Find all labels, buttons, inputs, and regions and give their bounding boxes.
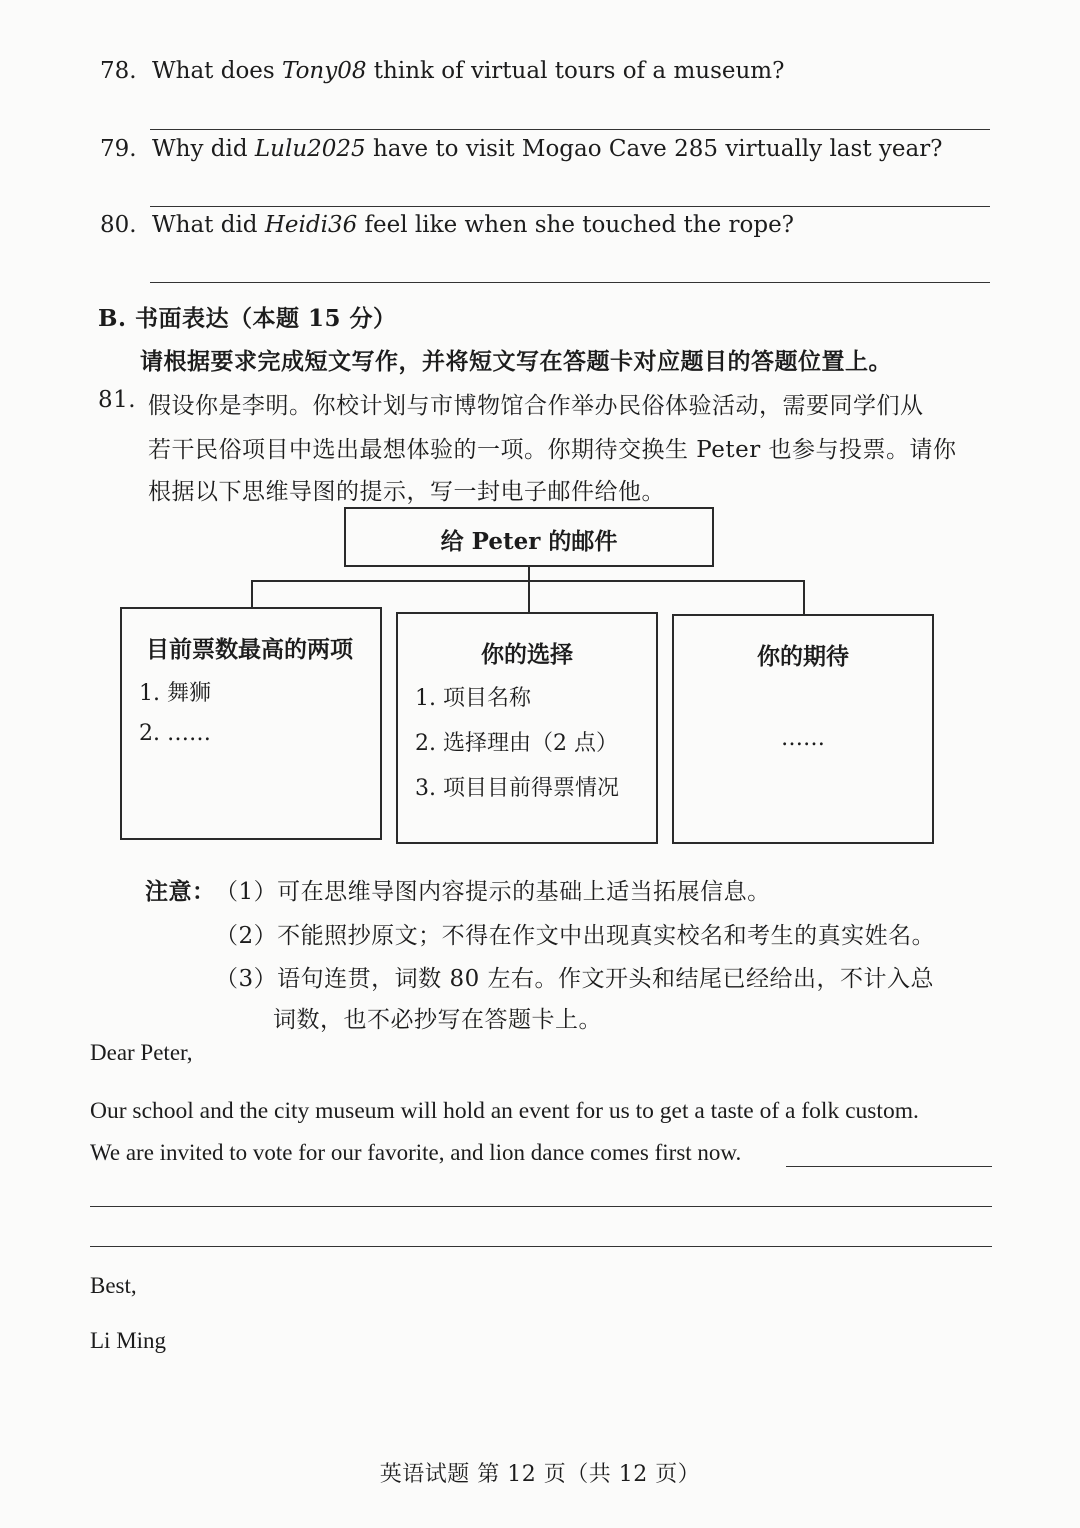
connector-line [251, 580, 253, 608]
writing-line[interactable] [90, 1206, 992, 1207]
branch-title: 你的期待 [757, 643, 849, 670]
branch-item: 2. 选择理由（2 点） [415, 731, 618, 756]
question-number: 79. [100, 136, 137, 162]
note-3-cont: 词数，也不必抄写在答题卡上。 [273, 1007, 602, 1033]
question-80: 80. What did Heidi36 feel like when she touched the rope? [100, 212, 795, 238]
note-1: （1）可在思维导图内容提示的基础上适当拓展信息。 [215, 879, 771, 905]
question-79: 79. Why did Lulu2025 have to visit Mogao Cave 285 virtually last year? [100, 136, 943, 162]
branch-item: 3. 项目目前得票情况 [415, 776, 619, 801]
mindmap-branch-expectation [672, 614, 934, 844]
note-3: （3）语句连贯，词数 80 左右。作文开头和结尾已经给出，不计入总 [215, 966, 935, 992]
branch-item: 2. …… [139, 721, 211, 746]
writing-line[interactable] [90, 1246, 992, 1247]
note-2: （2）不能照抄原文；不得在作文中出现真实校名和考生的真实姓名。 [215, 923, 936, 949]
task-line-2: 若干民俗项目中选出最想体验的一项。你期待交换生 Peter 也参与投票。请你 [148, 437, 957, 463]
question-78: 78. What does Tony08 think of virtual tours of a museum? [100, 58, 785, 84]
task-line-3: 根据以下思维导图的提示，写一封电子邮件给他。 [148, 479, 665, 505]
letter-closing: Best, [90, 1273, 137, 1298]
username: Heidi36 [264, 212, 358, 238]
username: Tony08 [282, 58, 367, 84]
branch-item: 1. 舞狮 [139, 681, 211, 706]
mindmap-root-box [344, 507, 714, 567]
mindmap-branch-top-votes [120, 607, 382, 840]
question-number: 80. [100, 212, 137, 238]
question-number: 78. [100, 58, 137, 84]
letter-body-line-2: We are invited to vote for our favorite, and lion dance comes first now. [90, 1140, 742, 1165]
answer-line-78[interactable] [150, 129, 990, 130]
connector-line [528, 567, 530, 581]
task-line-1: 假设你是李明。你校计划与市博物馆合作举办民俗体验活动，需要同学们从 [148, 393, 924, 419]
connector-line [803, 580, 805, 614]
mindmap-branch-your-choice [396, 612, 658, 844]
answer-line-79[interactable] [150, 206, 990, 207]
page-footer: 英语试题 第 12 页（共 12 页） [379, 1462, 701, 1487]
notes-label: 注意： [145, 878, 216, 905]
answer-line-80[interactable] [150, 282, 990, 283]
branch-title: 你的选择 [481, 641, 573, 668]
branch-item: 1. 项目名称 [415, 686, 531, 711]
connector-line [528, 580, 530, 613]
letter-body-line-1: Our school and the city museum will hold an event for us to get a taste of a folk custom. [90, 1098, 919, 1124]
branch-item: …… [781, 726, 825, 751]
section-b-heading: B. 书面表达（本题 15 分） [98, 305, 397, 332]
letter-signature: Li Ming [90, 1328, 167, 1353]
branch-title: 目前票数最高的两项 [146, 636, 353, 663]
mindmap-root-label: 给 Peter 的邮件 [440, 528, 618, 555]
writing-line[interactable] [786, 1166, 992, 1167]
section-b-instruction: 请根据要求完成短文写作，并将短文写在答题卡对应题目的答题位置上。 [140, 348, 892, 375]
task-number: 81. [98, 387, 137, 413]
username: Lulu2025 [254, 136, 366, 162]
letter-greeting: Dear Peter, [90, 1040, 193, 1065]
